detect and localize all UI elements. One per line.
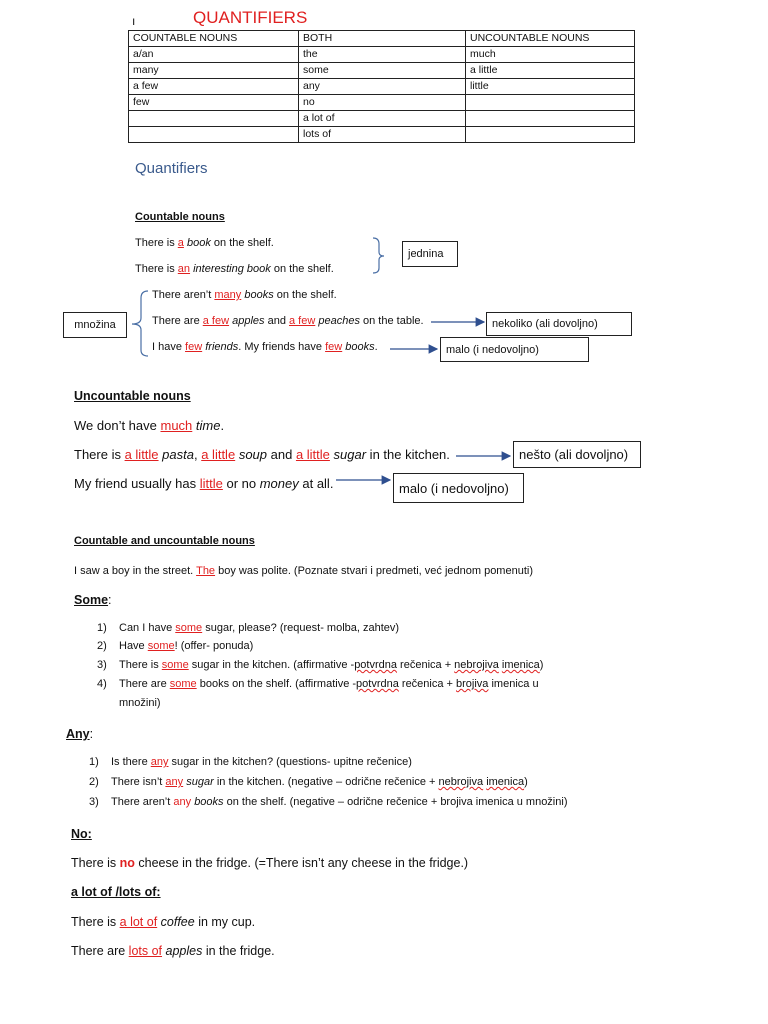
- table-header-cell: COUNTABLE NOUNS: [129, 31, 299, 47]
- little-meaning-box: [393, 473, 524, 503]
- a-lot-of-sentence-1: [71, 915, 255, 929]
- text: ,: [193, 447, 202, 462]
- box-label: malo (i nedovoljno): [446, 343, 539, 356]
- text: imenica: [486, 776, 525, 788]
- noun: sugar: [186, 776, 214, 788]
- quantifier: lots of: [128, 944, 163, 958]
- text: and: [267, 447, 296, 462]
- text: .: [220, 418, 225, 433]
- quantifier: any: [150, 756, 169, 768]
- any-item-1: [111, 756, 412, 768]
- text: rečenica +: [397, 659, 455, 671]
- some-heading: [74, 593, 112, 607]
- text: There is: [135, 237, 178, 249]
- noun: books: [244, 289, 274, 301]
- any-heading-colon: :: [89, 727, 94, 741]
- box-label: množina: [74, 319, 116, 331]
- table-row: [129, 95, 635, 111]
- quantifier: some: [169, 678, 197, 690]
- text: There are: [152, 315, 203, 327]
- some-item-2: [119, 640, 253, 652]
- countable-sentence-4: [152, 315, 424, 327]
- countable-sentence-5: [152, 341, 378, 353]
- quantifier: few: [325, 341, 343, 353]
- page-title: QUANTIFIERS: [193, 8, 308, 27]
- text: We don’t have: [74, 418, 161, 433]
- text: potvrdna: [354, 659, 397, 671]
- table-cell: [466, 95, 635, 111]
- noun: apples: [165, 944, 203, 958]
- text: potvrdna: [356, 678, 399, 690]
- text: books on the shelf. (affirmative -: [196, 678, 357, 690]
- table-cell: little: [466, 79, 635, 95]
- a-lot-of-heading: a lot of /lots of:: [71, 885, 161, 899]
- text: There is: [119, 659, 162, 671]
- noun: peaches: [318, 315, 360, 327]
- table-cell: a few: [129, 79, 299, 95]
- table-row: [129, 63, 635, 79]
- quantifier: some: [147, 640, 175, 652]
- noun: pasta: [162, 447, 194, 462]
- table-cell: [129, 111, 299, 127]
- quantifier: little: [199, 476, 223, 491]
- table-cell: [129, 127, 299, 143]
- countable-sentence-3: [152, 289, 337, 301]
- text: sugar in the kitchen. (affirmative -: [188, 659, 355, 671]
- text: There is: [71, 915, 120, 929]
- quantifier: some: [161, 659, 189, 671]
- table-cell: lots of: [299, 127, 466, 143]
- singular-brace: [373, 238, 384, 273]
- text: Is there: [111, 756, 151, 768]
- table-header-cell: BOTH: [299, 31, 466, 47]
- table-cell: [466, 127, 635, 143]
- table-cell: some: [299, 63, 466, 79]
- table-cell: no: [299, 95, 466, 111]
- quantifier: The: [196, 565, 216, 577]
- quantifier: a little: [201, 447, 236, 462]
- no-heading: No:: [71, 827, 92, 841]
- uncountable-sentence-1: [74, 418, 224, 433]
- some-item-4: [119, 678, 539, 690]
- table-row: [129, 47, 635, 63]
- text: I have: [152, 341, 186, 353]
- text: in the fridge.: [202, 944, 275, 958]
- text: Have: [119, 640, 148, 652]
- text: imenica u: [488, 678, 539, 690]
- plural-box: [63, 312, 127, 338]
- text: ): [539, 659, 544, 671]
- text: Can I have: [119, 622, 176, 634]
- noun: apples: [232, 315, 265, 327]
- uncountable-sentence-2: [74, 447, 450, 462]
- list-number: 3): [97, 659, 107, 671]
- quantifier: a little: [124, 447, 159, 462]
- text: in the kitchen.: [366, 447, 450, 462]
- text: There aren’t: [152, 289, 215, 301]
- text: cheese in the fridge. (=There isn’t any cheese in the fridge.): [134, 856, 469, 870]
- both-heading: Countable and uncountable nouns: [74, 535, 255, 547]
- text: sugar in the kitchen? (questions- upitne rečenice): [168, 756, 412, 768]
- some-heading-colon: :: [108, 593, 112, 607]
- noun: books: [345, 341, 375, 353]
- quantifier: an: [177, 263, 191, 275]
- some-item-4-continuation: množini): [119, 697, 161, 709]
- any-heading: [66, 727, 93, 741]
- quantifiers-table: [128, 30, 635, 143]
- table-cell: few: [129, 95, 299, 111]
- a-little-meaning-box: [513, 441, 641, 468]
- uncountable-sentence-3: [74, 476, 333, 491]
- few-meaning-box: [440, 337, 589, 362]
- table-row: [129, 79, 635, 95]
- quantifier: much: [160, 418, 193, 433]
- stray-mark: ı: [132, 14, 136, 28]
- box-label: malo (i nedovoljno): [399, 480, 509, 496]
- list-number: 2): [97, 640, 107, 652]
- text: nebrojiva: [438, 776, 484, 788]
- text: . My friends have: [238, 341, 326, 353]
- text: on the shelf.: [273, 289, 337, 301]
- no-sentence-1: [71, 856, 468, 870]
- text: imenica: [501, 659, 540, 671]
- text: in my cup.: [194, 915, 256, 929]
- some-item-1: [119, 622, 399, 634]
- table-cell: much: [466, 47, 635, 63]
- text: on the shelf. (negative – odrične rečenice + brojiva imenica u množini): [223, 796, 568, 808]
- quantifier: any: [173, 796, 192, 808]
- plural-brace: [132, 291, 148, 356]
- table-header-row: [129, 31, 635, 47]
- box-label: jednina: [408, 248, 444, 260]
- box-label: nekoliko (ali dovoljno): [492, 318, 598, 330]
- any-item-3: [111, 796, 567, 808]
- text: There is: [74, 447, 125, 462]
- quantifier: a: [177, 237, 184, 249]
- section-subtitle: Quantifiers: [135, 160, 208, 177]
- some-heading-text: Some: [74, 593, 109, 607]
- noun: coffee: [160, 915, 195, 929]
- list-number: 4): [97, 678, 107, 690]
- text: There are: [119, 678, 170, 690]
- text: There aren’t: [111, 796, 174, 808]
- text: There is: [135, 263, 178, 275]
- noun: soup: [238, 447, 268, 462]
- text: at all.: [298, 476, 334, 491]
- noun: book: [186, 237, 211, 249]
- text: or no: [222, 476, 260, 491]
- list-number: 2): [89, 776, 99, 788]
- quantifier: a few: [202, 315, 230, 327]
- text: .: [374, 341, 378, 353]
- table-cell: any: [299, 79, 466, 95]
- quantifier: a little: [295, 447, 330, 462]
- table-row: [129, 111, 635, 127]
- quantifier: no: [119, 856, 135, 870]
- table-cell: [466, 111, 635, 127]
- any-heading-text: Any: [66, 727, 90, 741]
- any-item-2: [111, 776, 528, 788]
- table-header-cell: UNCOUNTABLE NOUNS: [466, 31, 635, 47]
- box-label: nešto (ali dovoljno): [519, 447, 629, 462]
- table-cell: many: [129, 63, 299, 79]
- uncountable-heading: Uncountable nouns: [74, 389, 191, 403]
- quantifier: a lot of: [119, 915, 158, 929]
- noun: money: [259, 476, 299, 491]
- table-cell: a lot of: [299, 111, 466, 127]
- both-sentence-1: [74, 565, 533, 577]
- countable-sentence-1: [135, 237, 274, 249]
- list-number: 1): [97, 622, 107, 634]
- some-item-3: [119, 659, 543, 671]
- list-number: 1): [89, 756, 99, 768]
- table-cell: a little: [466, 63, 635, 79]
- list-number: 3): [89, 796, 99, 808]
- countable-heading: Countable nouns: [135, 211, 225, 223]
- text: and: [264, 315, 289, 327]
- text: on the shelf.: [210, 237, 274, 249]
- text: in the kitchen. (negative – odrične rečenice +: [213, 776, 439, 788]
- noun: time: [195, 418, 221, 433]
- text: on the shelf.: [270, 263, 334, 275]
- text: My friend usually has: [74, 476, 200, 491]
- quantifier: some: [175, 622, 203, 634]
- singular-box: [402, 241, 458, 267]
- text: There isn’t: [111, 776, 166, 788]
- quantifier: a few: [289, 315, 316, 327]
- table-cell: the: [299, 47, 466, 63]
- text: brojiva: [456, 678, 489, 690]
- noun: sugar: [333, 447, 367, 462]
- noun: friends: [205, 341, 239, 353]
- noun: books: [194, 796, 224, 808]
- a-lot-of-sentence-2: [71, 944, 275, 958]
- text: I saw a boy in the street.: [74, 565, 197, 577]
- quantifier: any: [165, 776, 184, 788]
- text: sugar, please? (request- molba, zahtev): [202, 622, 400, 634]
- a-few-meaning-box: [486, 312, 632, 336]
- table-cell: a/an: [129, 47, 299, 63]
- quantifier: many: [214, 289, 242, 301]
- table-row: [129, 127, 635, 143]
- text: ! (offer- ponuda): [174, 640, 254, 652]
- countable-sentence-2: [135, 263, 334, 275]
- text: There is: [71, 856, 120, 870]
- text: nebrojiva: [454, 659, 499, 671]
- noun: interesting book: [193, 263, 271, 275]
- text: boy was polite. (Poznate stvari i predmeti, već jednom pomenuti): [215, 565, 533, 577]
- text: ): [524, 776, 528, 788]
- quantifier: few: [185, 341, 203, 353]
- text: on the table.: [359, 315, 424, 327]
- text: There are: [71, 944, 129, 958]
- text: rečenica +: [398, 678, 457, 690]
